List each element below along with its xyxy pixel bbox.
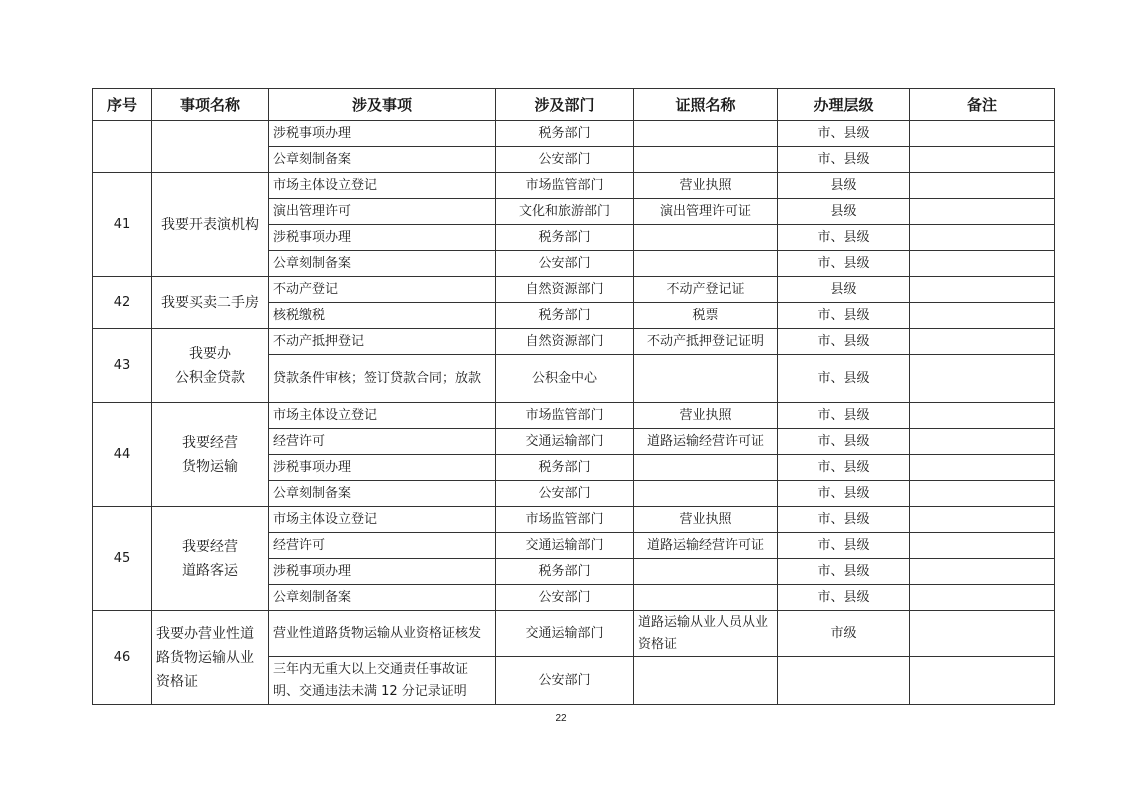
remark-cell — [910, 429, 1055, 455]
matter-cell: 核税缴税 — [269, 303, 496, 329]
remark-cell — [910, 585, 1055, 611]
level-cell: 市、县级 — [778, 251, 910, 277]
license-cell — [634, 481, 778, 507]
matter-cell: 公章刻制备案 — [269, 251, 496, 277]
matters-table — [92, 88, 1055, 705]
department-cell: 税务部门 — [496, 303, 634, 329]
matter-cell: 公章刻制备案 — [269, 147, 496, 173]
remark-cell — [910, 611, 1055, 657]
table-row — [93, 173, 1055, 199]
item-name-cell: 我要经营 货物运输 — [152, 403, 269, 507]
license-cell — [634, 455, 778, 481]
matter-cell: 涉税事项办理 — [269, 455, 496, 481]
table-row — [93, 403, 1055, 429]
license-cell — [634, 559, 778, 585]
item-name-cell: 我要经营 道路客运 — [152, 507, 269, 611]
seq-cell: 43 — [93, 329, 152, 403]
matter-cell: 三年内无重大以上交通责任事故证明、交通违法未满 12 分记录证明 — [269, 657, 496, 705]
license-cell — [634, 355, 778, 403]
department-cell: 税务部门 — [496, 225, 634, 251]
level-cell — [778, 657, 910, 705]
item-name-cell: 我要办营业性道路货物运输从业资格证 — [152, 611, 269, 705]
department-cell: 市场监管部门 — [496, 173, 634, 199]
matter-cell: 公章刻制备案 — [269, 585, 496, 611]
item-name-cell — [152, 121, 269, 173]
remark-cell — [910, 403, 1055, 429]
level-cell: 市、县级 — [778, 429, 910, 455]
department-cell: 公安部门 — [496, 481, 634, 507]
department-cell: 自然资源部门 — [496, 329, 634, 355]
level-cell: 市级 — [778, 611, 910, 657]
matter-cell: 经营许可 — [269, 429, 496, 455]
license-cell: 道路运输经营许可证 — [634, 429, 778, 455]
level-cell: 市、县级 — [778, 303, 910, 329]
seq-cell: 46 — [93, 611, 152, 705]
matter-cell: 经营许可 — [269, 533, 496, 559]
matter-cell: 演出管理许可 — [269, 199, 496, 225]
department-cell: 自然资源部门 — [496, 277, 634, 303]
item-name-cell: 我要买卖二手房 — [152, 277, 269, 329]
license-cell — [634, 657, 778, 705]
remark-cell — [910, 173, 1055, 199]
matter-cell: 营业性道路货物运输从业资格证核发 — [269, 611, 496, 657]
remark-cell — [910, 329, 1055, 355]
license-cell: 营业执照 — [634, 403, 778, 429]
license-cell: 不动产抵押登记证明 — [634, 329, 778, 355]
department-cell: 公安部门 — [496, 585, 634, 611]
remark-cell — [910, 355, 1055, 403]
seq-cell: 44 — [93, 403, 152, 507]
header-item-name: 事项名称 — [152, 89, 269, 121]
level-cell: 市、县级 — [778, 225, 910, 251]
level-cell: 市、县级 — [778, 355, 910, 403]
matter-cell: 市场主体设立登记 — [269, 173, 496, 199]
table-row — [93, 277, 1055, 303]
department-cell: 交通运输部门 — [496, 611, 634, 657]
license-cell: 税票 — [634, 303, 778, 329]
department-cell: 交通运输部门 — [496, 429, 634, 455]
level-cell: 市、县级 — [778, 121, 910, 147]
license-cell: 不动产登记证 — [634, 277, 778, 303]
license-cell: 道路运输经营许可证 — [634, 533, 778, 559]
department-cell: 税务部门 — [496, 455, 634, 481]
department-cell: 交通运输部门 — [496, 533, 634, 559]
level-cell: 市、县级 — [778, 455, 910, 481]
matter-cell: 不动产登记 — [269, 277, 496, 303]
license-cell: 道路运输从业人员从业资格证 — [634, 611, 778, 657]
matter-cell: 不动产抵押登记 — [269, 329, 496, 355]
remark-cell — [910, 121, 1055, 147]
remark-cell — [910, 277, 1055, 303]
remark-cell — [910, 559, 1055, 585]
department-cell: 市场监管部门 — [496, 507, 634, 533]
remark-cell — [910, 481, 1055, 507]
table-body — [93, 121, 1055, 705]
header-license: 证照名称 — [634, 89, 778, 121]
remark-cell — [910, 507, 1055, 533]
license-cell: 营业执照 — [634, 173, 778, 199]
header-involved-matters: 涉及事项 — [269, 89, 496, 121]
remark-cell — [910, 147, 1055, 173]
matter-cell: 涉税事项办理 — [269, 559, 496, 585]
page-number: 22 — [555, 713, 567, 724]
item-name-cell: 我要办 公积金贷款 — [152, 329, 269, 403]
license-cell — [634, 121, 778, 147]
level-cell: 市、县级 — [778, 533, 910, 559]
department-cell: 文化和旅游部门 — [496, 199, 634, 225]
header-level: 办理层级 — [778, 89, 910, 121]
department-cell: 公安部门 — [496, 251, 634, 277]
matter-cell: 涉税事项办理 — [269, 225, 496, 251]
remark-cell — [910, 657, 1055, 705]
license-cell — [634, 585, 778, 611]
remark-cell — [910, 303, 1055, 329]
level-cell: 市、县级 — [778, 507, 910, 533]
level-cell: 县级 — [778, 277, 910, 303]
remark-cell — [910, 251, 1055, 277]
matter-cell: 市场主体设立登记 — [269, 403, 496, 429]
remark-cell — [910, 455, 1055, 481]
license-cell — [634, 147, 778, 173]
level-cell: 市、县级 — [778, 481, 910, 507]
remark-cell — [910, 199, 1055, 225]
header-remarks: 备注 — [910, 89, 1055, 121]
department-cell: 税务部门 — [496, 559, 634, 585]
level-cell: 市、县级 — [778, 403, 910, 429]
matter-cell: 贷款条件审核；签订贷款合同；放款 — [269, 355, 496, 403]
matter-cell: 公章刻制备案 — [269, 481, 496, 507]
license-cell: 营业执照 — [634, 507, 778, 533]
item-name-cell: 我要开表演机构 — [152, 173, 269, 277]
remark-cell — [910, 533, 1055, 559]
license-cell: 演出管理许可证 — [634, 199, 778, 225]
department-cell: 公安部门 — [496, 657, 634, 705]
header-department: 涉及部门 — [496, 89, 634, 121]
license-cell — [634, 251, 778, 277]
level-cell: 市、县级 — [778, 147, 910, 173]
remark-cell — [910, 225, 1055, 251]
table-row — [93, 329, 1055, 355]
level-cell: 市、县级 — [778, 559, 910, 585]
level-cell: 县级 — [778, 199, 910, 225]
license-cell — [634, 225, 778, 251]
seq-cell — [93, 121, 152, 173]
department-cell: 公安部门 — [496, 147, 634, 173]
table-row — [93, 611, 1055, 657]
level-cell: 市、县级 — [778, 585, 910, 611]
seq-cell: 41 — [93, 173, 152, 277]
level-cell: 市、县级 — [778, 329, 910, 355]
level-cell: 县级 — [778, 173, 910, 199]
table-row — [93, 121, 1055, 147]
seq-cell: 42 — [93, 277, 152, 329]
matter-cell: 市场主体设立登记 — [269, 507, 496, 533]
header-seq: 序号 — [93, 89, 152, 121]
seq-cell: 45 — [93, 507, 152, 611]
department-cell: 市场监管部门 — [496, 403, 634, 429]
department-cell: 公积金中心 — [496, 355, 634, 403]
department-cell: 税务部门 — [496, 121, 634, 147]
table-row — [93, 507, 1055, 533]
header-row — [93, 89, 1055, 121]
matter-cell: 涉税事项办理 — [269, 121, 496, 147]
